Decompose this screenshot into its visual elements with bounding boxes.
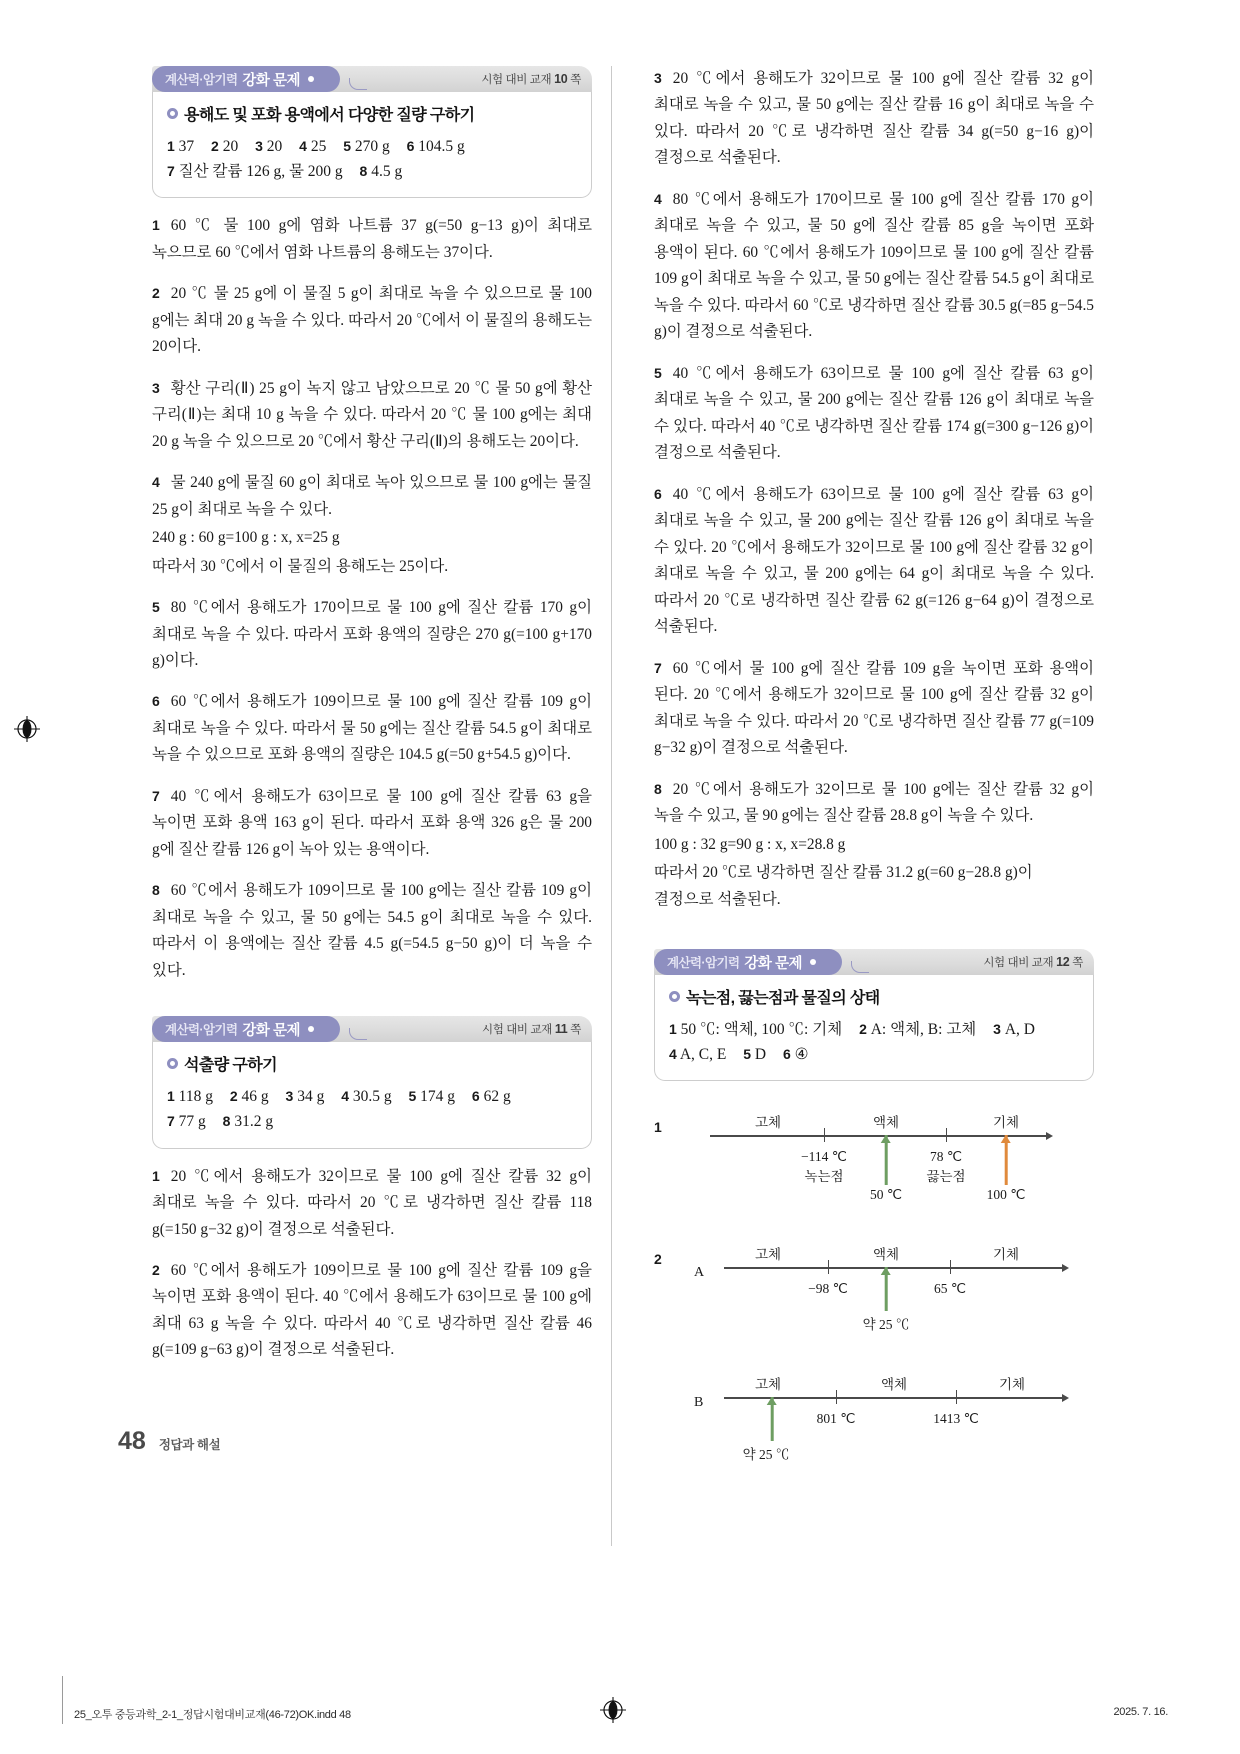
answer-number: 1 xyxy=(669,1021,677,1038)
tag-tail-icon xyxy=(349,78,367,90)
marker-label: 약 25 ℃ xyxy=(862,1317,910,1333)
right-column xyxy=(654,66,1094,1465)
answer-number: 3 xyxy=(255,138,263,154)
answer-card-precipitation xyxy=(152,1016,592,1148)
card-title-row xyxy=(167,102,577,125)
tick-value: −98 ℃ xyxy=(808,1281,848,1297)
card-ref-page: 12 xyxy=(1056,955,1070,970)
solution-text: 20 ℃에서 용해도가 32이므로 물 100 g에는 질산 칼륨 32 g이 녹을 수 있고, 물 90 g에는 질산 칼륨 28.8 g이 녹을 수 있다. xyxy=(654,780,1094,825)
series-label: A xyxy=(694,1265,705,1281)
answer-value: 50 ℃: 액체, 100 ℃: 기체 xyxy=(680,1021,843,1039)
number-line-diagram-2b xyxy=(654,1361,1094,1465)
solution-paragraph xyxy=(152,281,592,360)
axis-line xyxy=(724,1267,1062,1268)
solution-text: 60 ℃에서 용해도가 109이므로 물 100 g에 질산 칼륨 109 g을 녹이면 포화 용액이 된다. 40 ℃에서 용해도가 63이므로 물 100 g에 최대 63 g 녹을 수 있다. 따라서 40 ℃로 냉각하면 질산 칼륨 46 g(=109 g−63 g)이 결정으로 석출된다. xyxy=(152,1262,592,1359)
solution-text: 60 ℃에서 용해도가 109이므로 물 100 g에 질산 칼륨 109 g이 최대로 녹을 수 있다. 따라서 물 50 g에는 질산 칼륨 54.5 g이 최대로 녹을 수 있으므로 포화 용액의 질량은 104.5 g(=50 g+54.5 g)이다. xyxy=(152,693,592,764)
registration-mark-icon xyxy=(14,716,40,742)
tick-label-group xyxy=(926,1147,965,1186)
solution-paragraph xyxy=(152,470,592,523)
series-label: B xyxy=(694,1395,704,1411)
tick-caption: 녹는점 xyxy=(804,1168,844,1184)
answer-value: A: 액체, B: 고체 xyxy=(870,1021,977,1039)
solution-paragraph xyxy=(152,784,592,863)
answer-number: 8 xyxy=(222,1113,231,1130)
solution-paragraph xyxy=(654,361,1094,467)
registration-mark-icon xyxy=(600,1697,626,1723)
conclusion-text: 따라서 30 ℃에서 이 물질의 용해도는 25이다. xyxy=(152,557,449,575)
answer-row xyxy=(669,1042,1079,1067)
card-body xyxy=(152,92,592,198)
answer-card-melting-boiling xyxy=(654,949,1094,1081)
solution-text: 20 ℃에서 용해도가 32이므로 물 100 g에 질산 칼륨 32 g이 최대로 녹을 수 있다. 따라서 20 ℃로 냉각하면 질산 칼륨 118 g(=150 g−32 g)이 결정으로 석출된다. xyxy=(152,1167,592,1238)
state-label-liquid: 액체 xyxy=(872,1247,900,1263)
solution-number: 1 xyxy=(152,217,160,234)
card-ref-prefix: 시험 대비 교재 xyxy=(481,74,552,86)
solution-text: 물 240 g에 물질 60 g이 최대로 녹아 있으므로 물 100 g에는 물질 25 g이 최대로 녹을 수 있다. xyxy=(152,474,592,518)
solution-number: 6 xyxy=(654,485,662,502)
print-date: 2025. 7. 16. xyxy=(1113,1706,1168,1718)
tick-value: 65 ℃ xyxy=(933,1281,967,1297)
solution-number: 7 xyxy=(654,659,662,676)
answer-value: 77 g xyxy=(178,1113,206,1131)
answer-value: 25 xyxy=(310,138,327,155)
answer-value: A, D xyxy=(1004,1021,1035,1039)
card-ref-prefix: 시험 대비 교재 xyxy=(983,957,1054,970)
answer-number: 7 xyxy=(167,1113,175,1130)
answer-number: 6 xyxy=(406,138,415,154)
axis-arrow-icon xyxy=(1046,1132,1053,1140)
solution-number: 5 xyxy=(152,599,160,616)
state-label-liquid: 액체 xyxy=(880,1377,908,1393)
answer-row xyxy=(167,134,577,159)
answer-number: 3 xyxy=(993,1021,1001,1038)
card-ref-page: 10 xyxy=(554,72,568,86)
answer-value: 62 g xyxy=(483,1088,511,1106)
solution-number: 8 xyxy=(152,882,160,899)
answer-row xyxy=(669,1017,1079,1042)
solution-text: 60 ℃ 물 100 g에 염화 나트륨 37 g(=50 g−13 g)이 최대로 녹으므로 60 ℃에서 염화 나트륨의 용해도는 37이다. xyxy=(152,217,592,261)
marker-label: 50 ℃ xyxy=(869,1187,903,1203)
solution-paragraph xyxy=(654,482,1094,641)
answer-number: 2 xyxy=(211,138,219,154)
solution-text: 80 ℃에서 용해도가 170이므로 물 100 g에 질산 칼륨 170 g이 최대로 녹을 수 있다. 따라서 포화 용액의 질량은 270 g(=100 g+170 g)이다. xyxy=(152,599,592,669)
card-reference xyxy=(482,1016,581,1042)
tick-value: 1413 ℃ xyxy=(933,1411,979,1427)
card-tag-small: 계산력·암기력 xyxy=(667,956,740,971)
card-ref-suffix: 쪽 xyxy=(1072,957,1083,970)
solution-formula xyxy=(654,832,1094,858)
axis-tick xyxy=(946,1128,947,1142)
answer-row xyxy=(167,1084,577,1109)
tick-caption: 끓는점 xyxy=(926,1168,966,1184)
state-label-liquid: 액체 xyxy=(872,1115,900,1131)
answer-value: 270 g xyxy=(354,138,390,155)
solution-text: 80 ℃에서 용해도가 170이므로 물 100 g에 질산 칼륨 170 g이 최대로 녹을 수 있고, 물 50 g에 질산 칼륨 85 g을 녹이면 포화 용액이 된다. 60 ℃에서 용해도가 109이므로 물 100 g에 질산 칼륨 109 g이 최대로 녹을 수 있고, 물 50 g에는 질산 칼륨 54.5 g이 최대로 녹을 수 있다. 따라서 60 ℃로 냉각하면 질산 칼륨 30.5 g(=85 g−54.5 g)이 결정으로 석출된다. xyxy=(654,190,1094,341)
card-tag xyxy=(152,1016,340,1042)
axis-arrow-icon xyxy=(1062,1394,1069,1402)
answer-value: 20 xyxy=(266,138,283,155)
answer-value: 37 xyxy=(178,138,195,155)
card-ref-suffix: 쪽 xyxy=(570,74,581,86)
solution-number: 6 xyxy=(152,693,160,710)
solution-number: 1 xyxy=(152,1167,160,1184)
answer-number: 4 xyxy=(669,1046,677,1063)
card-reference xyxy=(481,66,581,92)
column-divider xyxy=(611,66,612,1546)
state-label-gas: 기체 xyxy=(992,1115,1020,1131)
solution-paragraph xyxy=(152,595,592,674)
card-ref-page: 11 xyxy=(554,1022,568,1037)
solution-number: 2 xyxy=(152,285,160,302)
axis-tick xyxy=(836,1390,837,1404)
solution-formula xyxy=(152,525,592,551)
answer-value: ④ xyxy=(794,1046,809,1064)
conclusion-text: 따라서 20 ℃로 냉각하면 질산 칼륨 31.2 g(=60 g−28.8 g)이 결정으로 석출된다. xyxy=(654,864,1033,908)
card-title: 석출량 구하기 xyxy=(184,1057,277,1075)
marker-arrow-green xyxy=(885,1135,888,1185)
solution-paragraph xyxy=(152,376,592,455)
solution-number: 3 xyxy=(654,70,662,86)
solution-paragraph xyxy=(654,656,1094,762)
solution-paragraph xyxy=(152,213,592,266)
card-tag-small: 계산력·암기력 xyxy=(165,1023,238,1038)
card-reference xyxy=(983,949,1083,975)
number-line-diagram-1 xyxy=(654,1095,1094,1213)
answer-number: 2 xyxy=(859,1021,867,1038)
answer-value: 30.5 g xyxy=(352,1088,392,1106)
solution-text: 40 ℃에서 용해도가 63이므로 물 100 g에 질산 칼륨 63 g을 녹이면 포화 용액 163 g이 된다. 따라서 포화 용액 326 g은 물 200 g에 질산 칼륨 126 g이 녹아 있는 용액이다. xyxy=(152,787,592,858)
tick-label-group xyxy=(801,1147,847,1186)
answer-number: 7 xyxy=(167,163,175,180)
solution-paragraph xyxy=(654,777,1094,830)
number-line-diagram-2a xyxy=(654,1231,1094,1343)
solution-number: 4 xyxy=(152,474,160,491)
answer-card-solubility xyxy=(152,66,592,198)
solution-text: 40 ℃에서 용해도가 63이므로 물 100 g에 질산 칼륨 63 g이 최대로 녹을 수 있고, 물 200 g에는 질산 칼륨 126 g이 최대로 녹을 수 있다. 따라서 40 ℃로 냉각하면 질산 칼륨 174 g(=300 g−126 g)이 결정으로 석출된다. xyxy=(654,364,1094,462)
solution-text: 40 ℃에서 용해도가 63이므로 물 100 g에 질산 칼륨 63 g이 최대로 녹을 수 있고, 물 200 g에는 질산 칼륨 126 g이 최대로 녹을 수 있다. 20 ℃에서 용해도가 32이므로 물 100 g에 질산 칼륨 32 g이 최대로 녹을 수 있고, 물 200 g에는 64 g이 최대로 녹을 수 있다. 따라서 20 ℃로 냉각하면 질산 칼륨 62 g(=126 g−64 g)이 결정으로 석출된다. xyxy=(654,485,1094,636)
bullet-ring-icon xyxy=(167,1058,178,1069)
formula-text: 100 g : 32 g=90 g : x, x=28.8 g xyxy=(654,835,846,853)
solution-number: 3 xyxy=(152,379,160,396)
state-label-solid: 고체 xyxy=(754,1377,782,1393)
formula-text: 240 g : 60 g=100 g : x, x=25 g xyxy=(152,529,340,547)
left-column xyxy=(152,66,592,1364)
answer-value: A, C, E xyxy=(679,1046,727,1064)
card-title: 용해도 및 포화 용액에서 다양한 질량 구하기 xyxy=(184,107,475,124)
solution-paragraph xyxy=(152,1164,592,1243)
answer-value: 118 g xyxy=(178,1088,213,1106)
answer-value: 46 g xyxy=(241,1088,269,1106)
card-tag-small: 계산력·암기력 xyxy=(165,73,238,87)
answer-number: 5 xyxy=(408,1088,417,1105)
state-label-gas: 기체 xyxy=(998,1377,1026,1393)
marker-arrow-orange xyxy=(1005,1135,1008,1185)
card-body xyxy=(152,1042,592,1148)
answer-number: 5 xyxy=(343,138,351,154)
axis-tick xyxy=(950,1260,951,1274)
answer-number: 4 xyxy=(299,138,307,154)
answer-number: 1 xyxy=(167,1088,175,1105)
card-header xyxy=(654,949,1094,975)
answer-number: 8 xyxy=(359,163,368,180)
bullet-ring-icon xyxy=(669,991,680,1002)
marker-label: 100 ℃ xyxy=(986,1187,1026,1203)
solution-number: 7 xyxy=(152,787,160,804)
tag-dot-icon xyxy=(308,1026,314,1032)
solution-number: 2 xyxy=(152,1262,160,1278)
tag-dot-icon xyxy=(308,76,314,82)
folio xyxy=(118,1427,220,1456)
answer-number: 6 xyxy=(782,1046,791,1063)
card-body xyxy=(654,975,1094,1081)
tag-tail-icon xyxy=(851,961,869,973)
solution-conclusion xyxy=(152,554,592,580)
axis-line xyxy=(710,1135,1046,1136)
answer-number: 6 xyxy=(471,1088,480,1105)
axis-arrow-icon xyxy=(1062,1264,1069,1272)
answer-value: 4.5 g xyxy=(371,163,403,181)
tag-tail-icon xyxy=(349,1028,367,1040)
card-tag-large: 강화 문제 xyxy=(242,1022,300,1039)
page-label: 정답과 해설 xyxy=(158,1438,221,1452)
answer-value: D xyxy=(754,1046,767,1064)
axis-tick xyxy=(956,1390,957,1404)
solution-text: 20 ℃에서 용해도가 32이므로 물 100 g에 질산 칼륨 32 g이 최대로 녹을 수 있고, 물 50 g에는 질산 칼륨 16 g이 최대로 녹을 수 있다. 따라서 20 ℃로 냉각하면 질산 칼륨 34 g(=50 g−16 g)이 결정으로 석출된다. xyxy=(654,70,1094,167)
answer-number: 1 xyxy=(167,138,175,154)
answer-value: 31.2 g xyxy=(234,1113,274,1131)
tick-value: 801 ℃ xyxy=(816,1411,856,1427)
card-header xyxy=(152,1016,592,1042)
card-tag-large: 강화 문제 xyxy=(744,955,802,972)
state-label-gas: 기체 xyxy=(992,1247,1020,1263)
solution-paragraph xyxy=(152,1258,592,1364)
card-title-row xyxy=(669,985,1079,1008)
diagram-index: 2 xyxy=(654,1251,662,1268)
axis-tick xyxy=(824,1128,825,1142)
solution-paragraph xyxy=(654,187,1094,346)
tag-dot-icon xyxy=(810,959,816,965)
card-ref-prefix: 시험 대비 교재 xyxy=(482,1024,552,1037)
solution-number: 5 xyxy=(654,364,662,381)
solution-text: 60 ℃에서 물 100 g에 질산 칼륨 109 g을 녹이면 포화 용액이 된다. 20 ℃에서 용해도가 32이므로 물 100 g에 질산 칼륨 32 g이 최대로 녹을 수 있다. 따라서 20 ℃로 냉각하면 질산 칼륨 77 g(=109 g−32 g)이 결정으로 석출된다. xyxy=(654,659,1094,757)
axis-tick xyxy=(828,1260,829,1274)
card-header xyxy=(152,66,592,92)
card-tag-large: 강화 문제 xyxy=(242,72,300,89)
bullet-ring-icon xyxy=(167,108,178,119)
print-filename: 25_오투 중등과학_2-1_정답시험대비교재(46-72)OK.indd 48 xyxy=(74,1709,351,1721)
card-tag xyxy=(152,66,340,92)
answer-number: 3 xyxy=(285,1088,294,1105)
page-number: 48 xyxy=(118,1427,146,1455)
solution-conclusion xyxy=(654,860,1094,913)
answer-value: 질산 칼륨 126 g, 물 200 g xyxy=(178,163,343,181)
answer-row xyxy=(167,1109,577,1134)
state-label-solid: 고체 xyxy=(754,1115,782,1131)
answer-number: 5 xyxy=(743,1046,751,1063)
card-title: 녹는점, 끓는점과 물질의 상태 xyxy=(686,990,880,1008)
solution-number: 4 xyxy=(654,190,662,207)
answer-value: 34 g xyxy=(297,1088,325,1106)
answer-value: 174 g xyxy=(420,1088,456,1106)
marker-label: 약 25 ℃ xyxy=(742,1447,790,1463)
solution-paragraph xyxy=(654,66,1094,172)
trim-line xyxy=(62,1676,63,1724)
marker-arrow-green xyxy=(885,1267,888,1311)
answer-row xyxy=(167,159,577,184)
solution-paragraph xyxy=(152,878,592,984)
diagram-index: 1 xyxy=(654,1119,662,1136)
answer-value: 20 xyxy=(222,138,239,155)
answer-number: 4 xyxy=(341,1088,349,1105)
solution-paragraph xyxy=(152,689,592,768)
tick-value: −114 ℃ xyxy=(801,1149,847,1165)
solution-text: 황산 구리(Ⅱ) 25 g이 녹지 않고 남았으므로 20 ℃ 물 50 g에 황산 구리(Ⅱ)는 최대 10 g 녹을 수 있다. 따라서 20 ℃ 물 100 g에는 최대 20 g 녹을 수 있으므로 20 ℃에서 황산 구리(Ⅱ)의 용해도는 20이다. xyxy=(152,379,592,450)
state-label-solid: 고체 xyxy=(754,1247,782,1263)
solution-number: 8 xyxy=(654,780,662,797)
answer-number: 2 xyxy=(229,1088,238,1105)
tick-value: 78 ℃ xyxy=(929,1149,963,1165)
solution-text: 60 ℃에서 용해도가 109이므로 물 100 g에는 질산 칼륨 109 g이 최대로 녹을 수 있고, 물 50 g에는 54.5 g이 최대로 녹을 수 있다. 따라서 이 용액에는 질산 칼륨 4.5 g(=54.5 g−50 g)이 더 녹을 수 있다. xyxy=(152,882,592,979)
marker-arrow-green xyxy=(771,1397,774,1441)
card-title-row xyxy=(167,1052,577,1075)
card-ref-suffix: 쪽 xyxy=(570,1024,581,1037)
card-tag xyxy=(654,949,842,975)
answer-value: 104.5 g xyxy=(418,138,465,155)
solution-text: 20 ℃ 물 25 g에 이 물질 5 g이 최대로 녹을 수 있으므로 물 100 g에는 최대 20 g 녹을 수 있다. 따라서 20 ℃에서 이 물질의 용해도는 20이다. xyxy=(152,285,592,356)
